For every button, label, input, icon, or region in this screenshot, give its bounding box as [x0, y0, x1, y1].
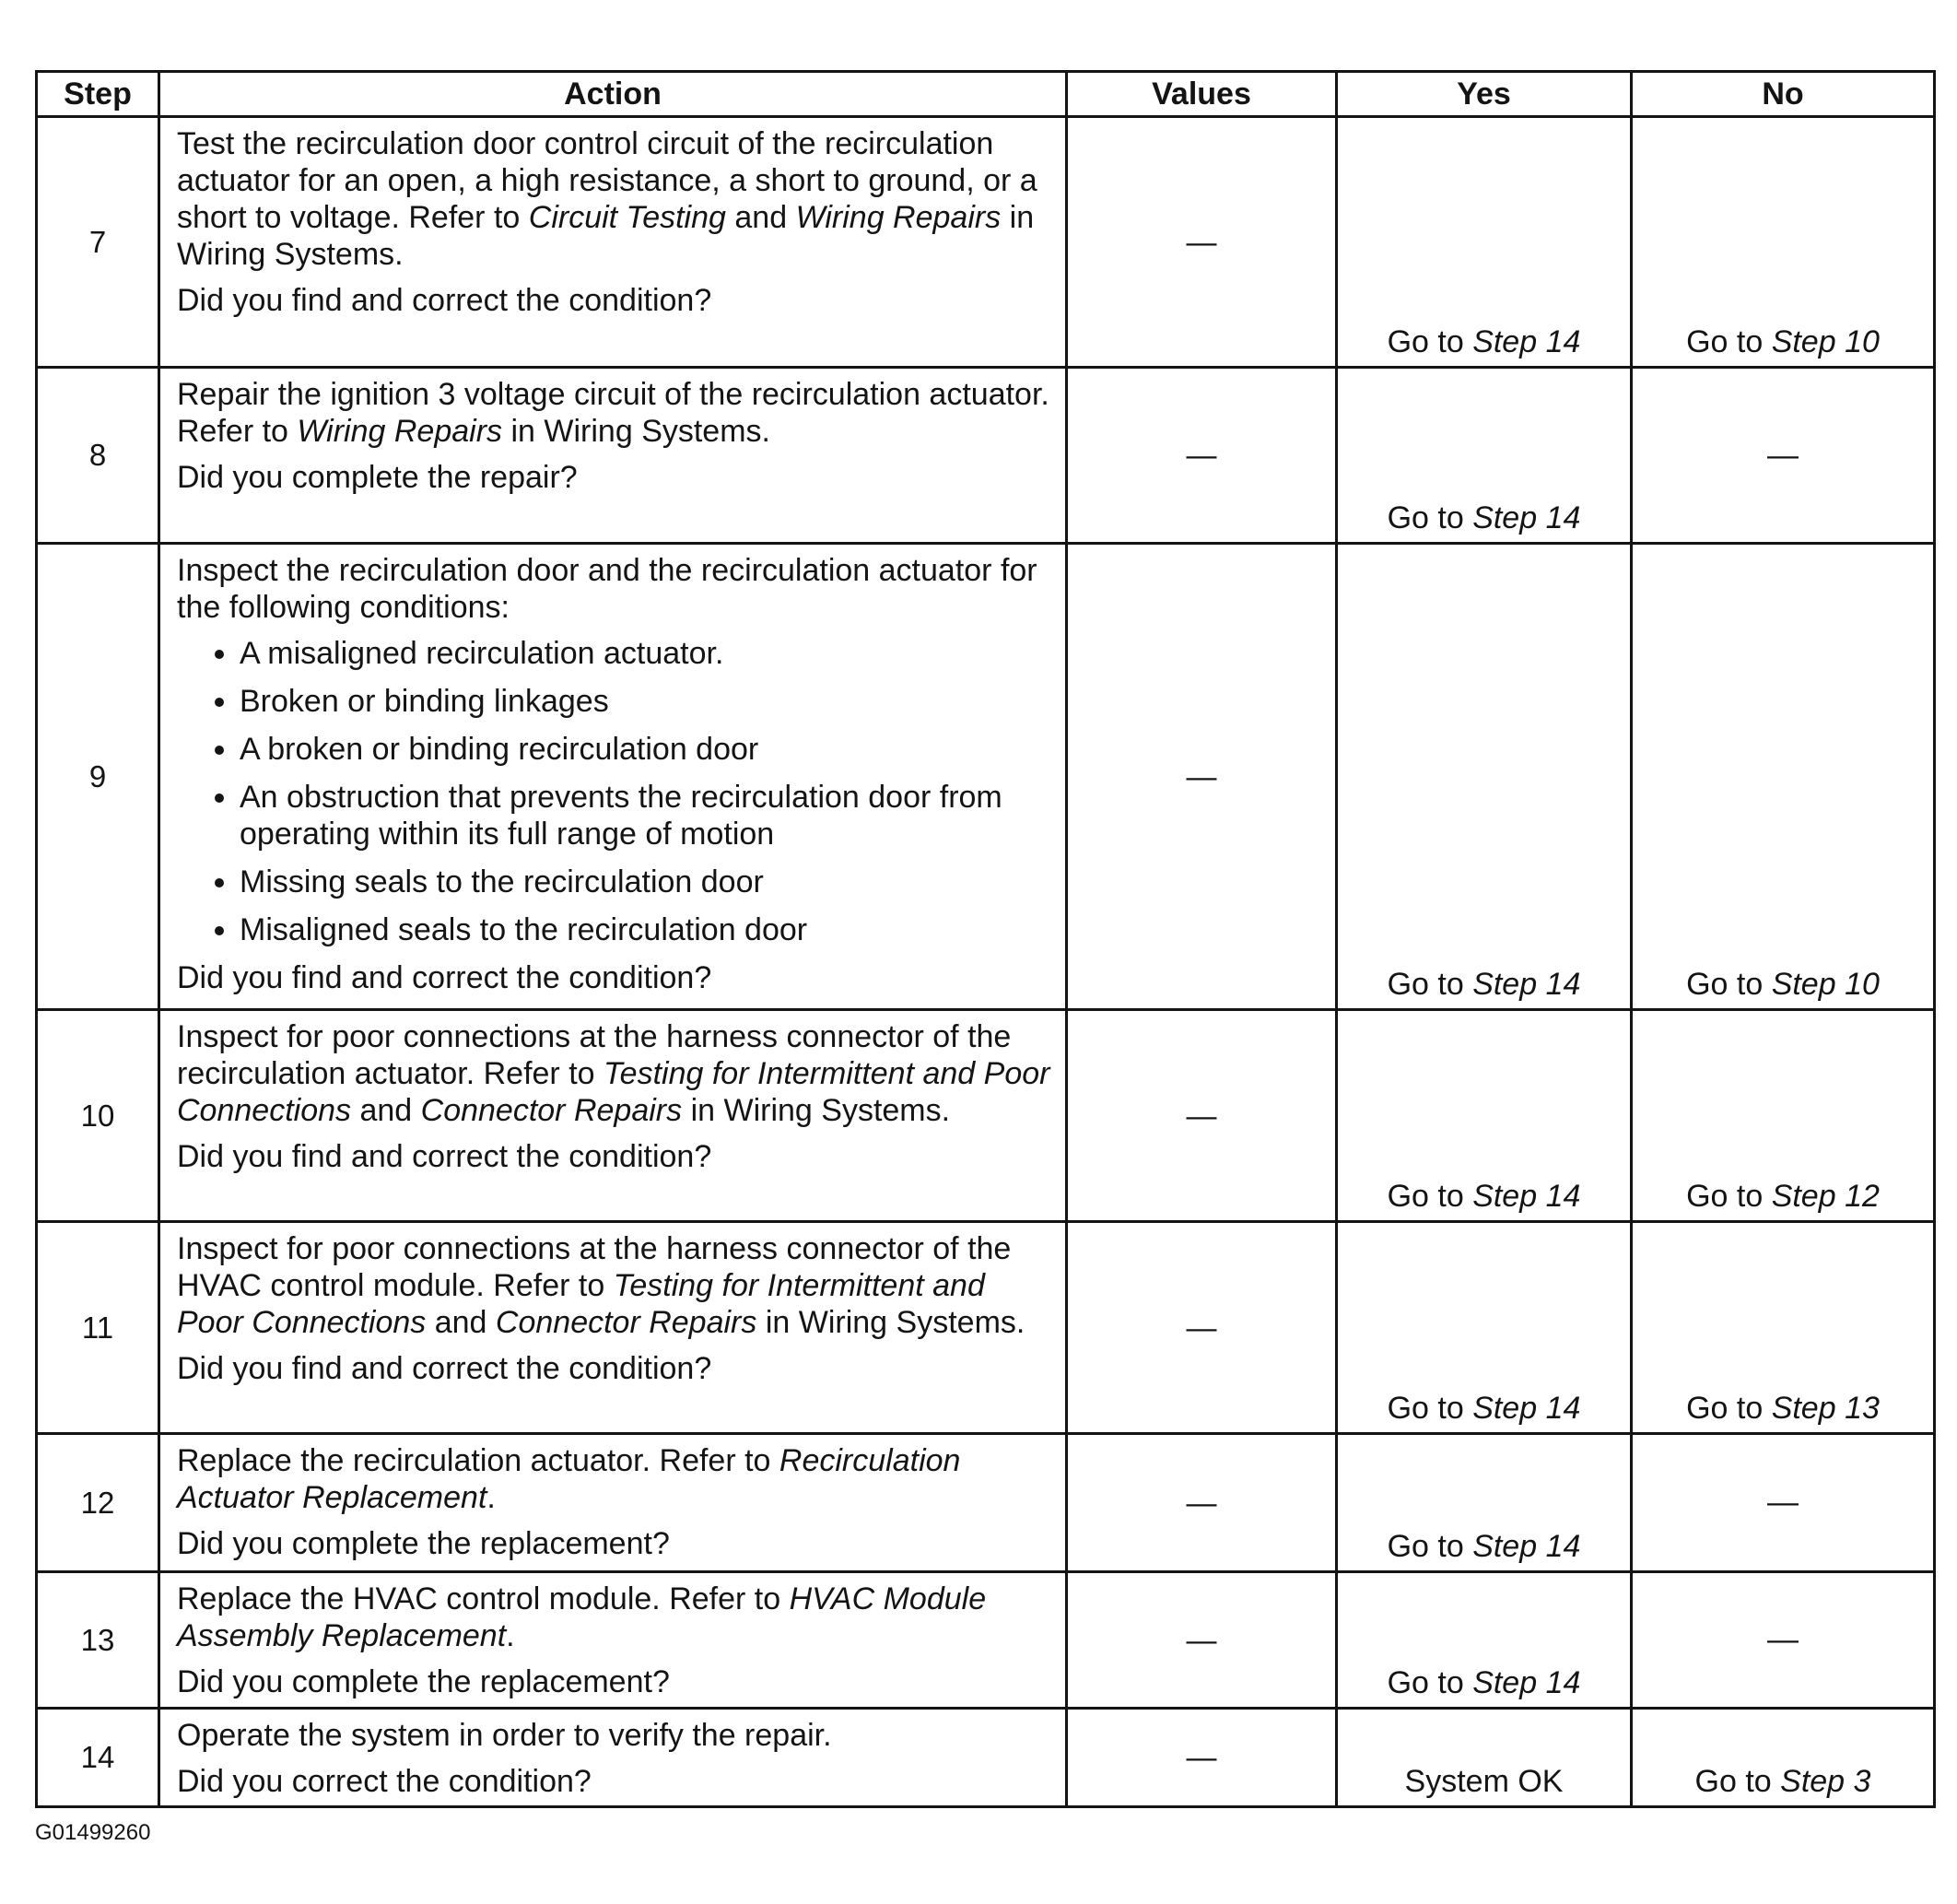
action-text: Inspect for poor connections at the harness connector of the recirculation actuator. Refer to Testing for Intermittent and Poor Connections and Connector Repairs in Wiring Systems. — [177, 1019, 1050, 1128]
yes-cell: Go to Step 14 — [1337, 1010, 1632, 1222]
conditions-list — [177, 635, 1056, 948]
action-text: Inspect for poor connections at the harness connector of the HVAC control module. Refer to Testing for Intermittent and Poor Connections and Connector Repairs in Wiring Systems. — [177, 1231, 1025, 1340]
action-text: Replace the recirculation actuator. Refer to Recirculation Actuator Replacement. — [177, 1443, 961, 1515]
step-reference: Step 10 — [1771, 967, 1880, 1002]
list-item: • Broken or binding linkages — [240, 683, 1056, 720]
values-cell: — — [1067, 368, 1337, 544]
yes-cell: Go to Step 14 — [1337, 1572, 1632, 1709]
action-text: Test the recirculation door control circuit of the recirculation actuator for an open, a high resistance, a short to ground, or a short to voltage. Refer to Circuit Testing and Wiring Repairs in Wiring Systems. — [177, 126, 1037, 272]
reference-link: Testing for Intermittent and Poor Connections — [177, 1268, 985, 1340]
action-cell — [159, 1010, 1067, 1222]
action-text: Repair the ignition 3 voltage circuit of the recirculation actuator. Refer to Wiring Repairs in Wiring Systems. — [177, 377, 1049, 449]
header-action: Action — [159, 72, 1067, 117]
no-cell: Go to Step 12 — [1632, 1010, 1935, 1222]
header-values: Values — [1067, 72, 1337, 117]
list-item: • A broken or binding recirculation door — [240, 731, 1056, 768]
reference-link: Recirculation Actuator Replacement — [177, 1443, 961, 1515]
reference-link: Testing for Intermittent and Poor Connections — [177, 1056, 1050, 1128]
list-item: • An obstruction that prevents the recirculation door from operating within its full range of motion — [240, 779, 1056, 852]
values-cell: — — [1067, 1434, 1337, 1572]
reference-link: Wiring Repairs — [297, 414, 503, 449]
table-row — [37, 544, 1935, 1010]
step-reference: Step 14 — [1472, 1391, 1581, 1426]
no-cell: Go to Step 3 — [1632, 1709, 1935, 1807]
yes-cell: Go to Step 14 — [1337, 544, 1632, 1010]
table-row — [37, 1572, 1935, 1709]
action-cell — [159, 544, 1067, 1010]
step-reference: Step 14 — [1472, 500, 1581, 535]
yes-cell: Go to Step 14 — [1337, 1222, 1632, 1434]
header-yes: Yes — [1337, 72, 1632, 117]
table-row — [37, 1010, 1935, 1222]
reference-link: Circuit Testing — [528, 200, 726, 235]
no-cell: Go to Step 10 — [1632, 544, 1935, 1010]
action-cell — [159, 117, 1067, 368]
action-cell — [159, 368, 1067, 544]
table-row — [37, 368, 1935, 544]
question-text: Did you find and correct the condition? — [177, 960, 712, 995]
action-text: Inspect the recirculation door and the recirculation actuator for the following conditions: — [177, 553, 1037, 625]
no-cell: — — [1632, 368, 1935, 544]
question-text: Did you correct the condition? — [177, 1764, 592, 1799]
values-cell: — — [1067, 1709, 1337, 1807]
step-reference: Step 13 — [1771, 1391, 1880, 1426]
step-number: 11 — [37, 1222, 159, 1434]
question-text: Did you find and correct the condition? — [177, 283, 712, 318]
step-number: 13 — [37, 1572, 159, 1709]
values-cell: — — [1067, 1572, 1337, 1709]
list-item: • A misaligned recirculation actuator. — [240, 635, 1056, 672]
list-item: • Misaligned seals to the recirculation door — [240, 911, 1056, 948]
table-row — [37, 1434, 1935, 1572]
yes-cell: Go to Step 14 — [1337, 368, 1632, 544]
question-text: Did you complete the repair? — [177, 460, 578, 495]
step-number: 9 — [37, 544, 159, 1010]
step-reference: Step 12 — [1771, 1179, 1880, 1214]
reference-link: Connector Repairs — [420, 1093, 683, 1128]
step-reference: Step 14 — [1472, 1529, 1581, 1564]
step-reference: Step 3 — [1780, 1764, 1871, 1799]
yes-cell: Go to Step 14 — [1337, 117, 1632, 368]
no-cell: — — [1632, 1434, 1935, 1572]
action-cell — [159, 1709, 1067, 1807]
question-text: Did you complete the replacement? — [177, 1526, 670, 1561]
values-cell: — — [1067, 1010, 1337, 1222]
reference-link: Wiring Repairs — [795, 200, 1002, 235]
step-reference: Step 14 — [1472, 967, 1581, 1002]
reference-link: Connector Repairs — [495, 1305, 757, 1340]
step-number: 14 — [37, 1709, 159, 1807]
action-cell — [159, 1572, 1067, 1709]
step-reference: Step 14 — [1472, 1665, 1581, 1700]
step-number: 8 — [37, 368, 159, 544]
no-cell: Go to Step 10 — [1632, 117, 1935, 368]
figure-id: G01499260 — [35, 1820, 151, 1845]
values-cell: — — [1067, 117, 1337, 368]
no-cell: Go to Step 13 — [1632, 1222, 1935, 1434]
step-reference: Step 14 — [1472, 324, 1581, 359]
step-reference: Step 14 — [1472, 1179, 1581, 1214]
table-row — [37, 1222, 1935, 1434]
list-item: • Missing seals to the recirculation door — [240, 864, 1056, 900]
step-reference: Step 10 — [1771, 324, 1880, 359]
action-text: Replace the HVAC control module. Refer to HVAC Module Assembly Replacement. — [177, 1581, 987, 1653]
yes-cell: System OK — [1337, 1709, 1632, 1807]
values-cell: — — [1067, 1222, 1337, 1434]
yes-cell: Go to Step 14 — [1337, 1434, 1632, 1572]
question-text: Did you find and correct the condition? — [177, 1139, 712, 1174]
header-row — [37, 72, 1935, 117]
reference-link: HVAC Module Assembly Replacement — [177, 1581, 987, 1653]
step-number: 12 — [37, 1434, 159, 1572]
action-cell — [159, 1222, 1067, 1434]
table-row — [37, 117, 1935, 368]
header-step: Step — [37, 72, 159, 117]
step-number: 7 — [37, 117, 159, 368]
header-no: No — [1632, 72, 1935, 117]
action-text: Operate the system in order to verify the repair. — [177, 1718, 832, 1753]
question-text: Did you complete the replacement? — [177, 1664, 670, 1699]
diagnostic-table — [35, 70, 1936, 1808]
question-text: Did you find and correct the condition? — [177, 1351, 712, 1386]
table-row — [37, 1709, 1935, 1807]
no-cell: — — [1632, 1572, 1935, 1709]
values-cell: — — [1067, 544, 1337, 1010]
action-cell — [159, 1434, 1067, 1572]
step-number: 10 — [37, 1010, 159, 1222]
